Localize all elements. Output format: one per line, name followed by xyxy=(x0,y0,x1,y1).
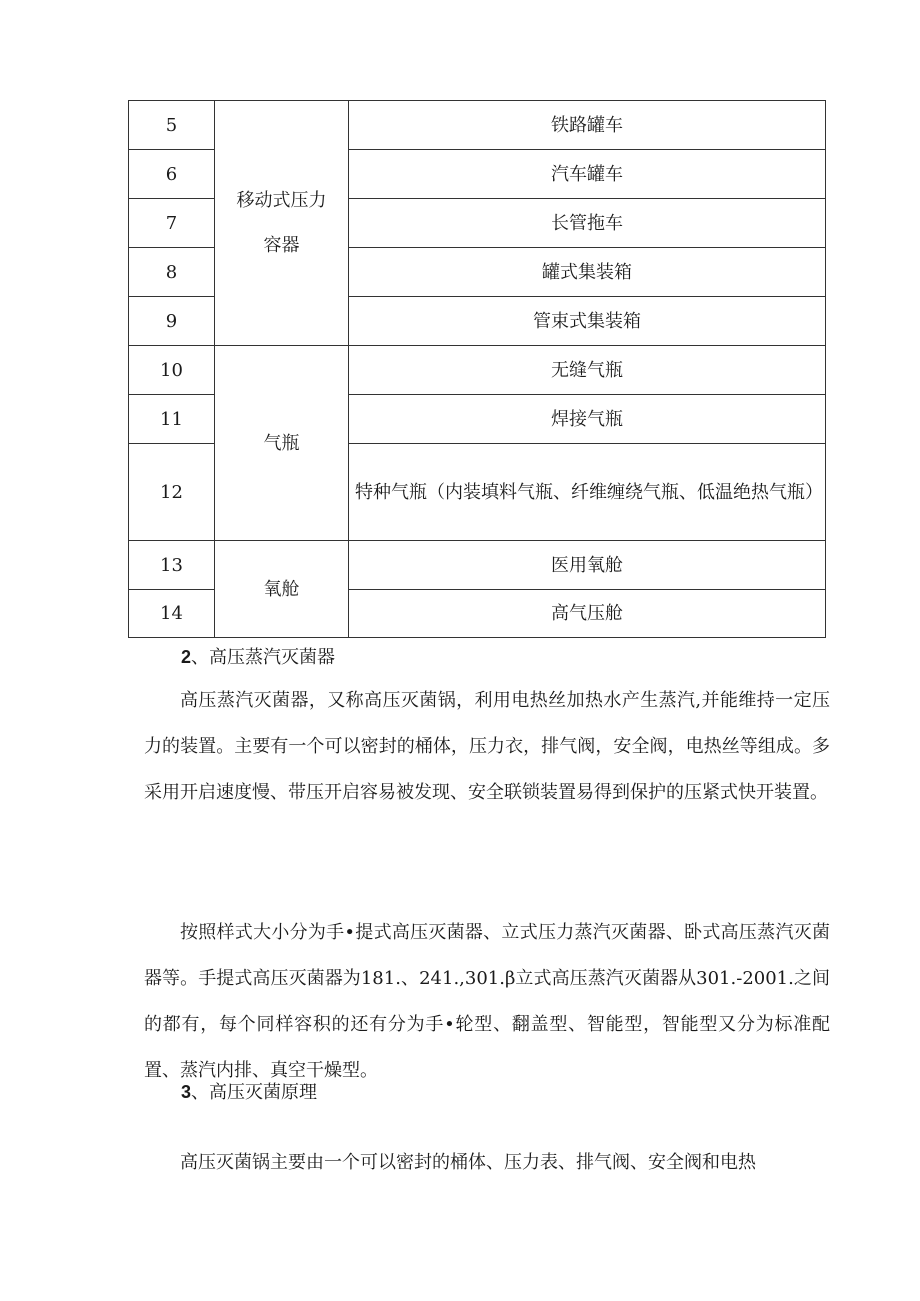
section-title: 、高压灭菌原理 xyxy=(191,1082,318,1103)
vessel-name: 罐式集装箱 xyxy=(349,248,826,297)
vessel-name: 焊接气瓶 xyxy=(349,395,826,444)
vessel-name: 高气压舱 xyxy=(349,590,826,638)
table-row xyxy=(129,541,826,590)
paragraph: 高压灭菌锅主要由一个可以密封的桶体、压力表、排气阀、安全阀和电热 xyxy=(180,1152,756,1173)
row-number: 6 xyxy=(129,150,215,199)
row-number: 11 xyxy=(129,395,215,444)
row-number: 10 xyxy=(129,346,215,395)
row-number: 13 xyxy=(129,541,215,590)
row-number: 9 xyxy=(129,297,215,346)
category-label: 氧舱 xyxy=(263,578,300,600)
section-title: 、高压蒸汽灭菌器 xyxy=(191,647,336,668)
vessel-name: 无缝气瓶 xyxy=(349,346,826,395)
paragraph: 高压蒸汽灭菌器，又称高压灭菌锅，利用电热丝加热水产生蒸汽,并能维持一定压力的装置。主要有一个可以密封的桶体，压力衣，排气阀，安全阀，电热丝等组成。多采用开启速度慢、带压开启容易被发现、安全联锁装置易得到保护的压紧式快开装置。 xyxy=(144,690,830,803)
section-number: 2 xyxy=(181,647,192,667)
vessel-name: 长管拖车 xyxy=(349,199,826,248)
category-label: 移动式压力 xyxy=(236,190,327,211)
table-row xyxy=(129,101,826,150)
vessel-name: 管束式集装箱 xyxy=(349,297,826,346)
row-number: 7 xyxy=(129,199,215,248)
category-label: 容器 xyxy=(263,235,300,256)
vessel-name: 汽车罐车 xyxy=(349,150,826,199)
table-row xyxy=(129,346,826,395)
vessel-name: 铁路罐车 xyxy=(349,101,826,150)
category-cell xyxy=(215,101,349,346)
vessel-name: 特种气瓶（内装填料气瓶、纤维缠绕气瓶、低温绝热气瓶） xyxy=(349,444,826,541)
pressure-vessel-table xyxy=(128,100,826,638)
row-number: 12 xyxy=(129,444,215,541)
section-heading-3 xyxy=(181,1080,317,1105)
category-label: 气瓶 xyxy=(263,432,300,454)
section-heading-2 xyxy=(181,645,335,670)
row-number: 14 xyxy=(129,590,215,638)
category-cell xyxy=(215,346,349,541)
row-number: 5 xyxy=(129,101,215,150)
paragraph: 按照样式大小分为手•提式高压灭菌器、立式压力蒸汽灭菌器、卧式高压蒸汽灭菌器等。手提式高压灭菌器为181.、241.,301.β立式高压蒸汽灭菌器从301.-2001.之间的都有，每个同样容积的还有分为手•轮型、翻盖型、智能型，智能型又分为标准配置、蒸汽内排、真空干燥型。 xyxy=(144,922,830,1081)
vessel-name: 医用氧舱 xyxy=(349,541,826,590)
row-number: 8 xyxy=(129,248,215,297)
category-cell xyxy=(215,541,349,638)
section-number: 3 xyxy=(181,1082,192,1102)
